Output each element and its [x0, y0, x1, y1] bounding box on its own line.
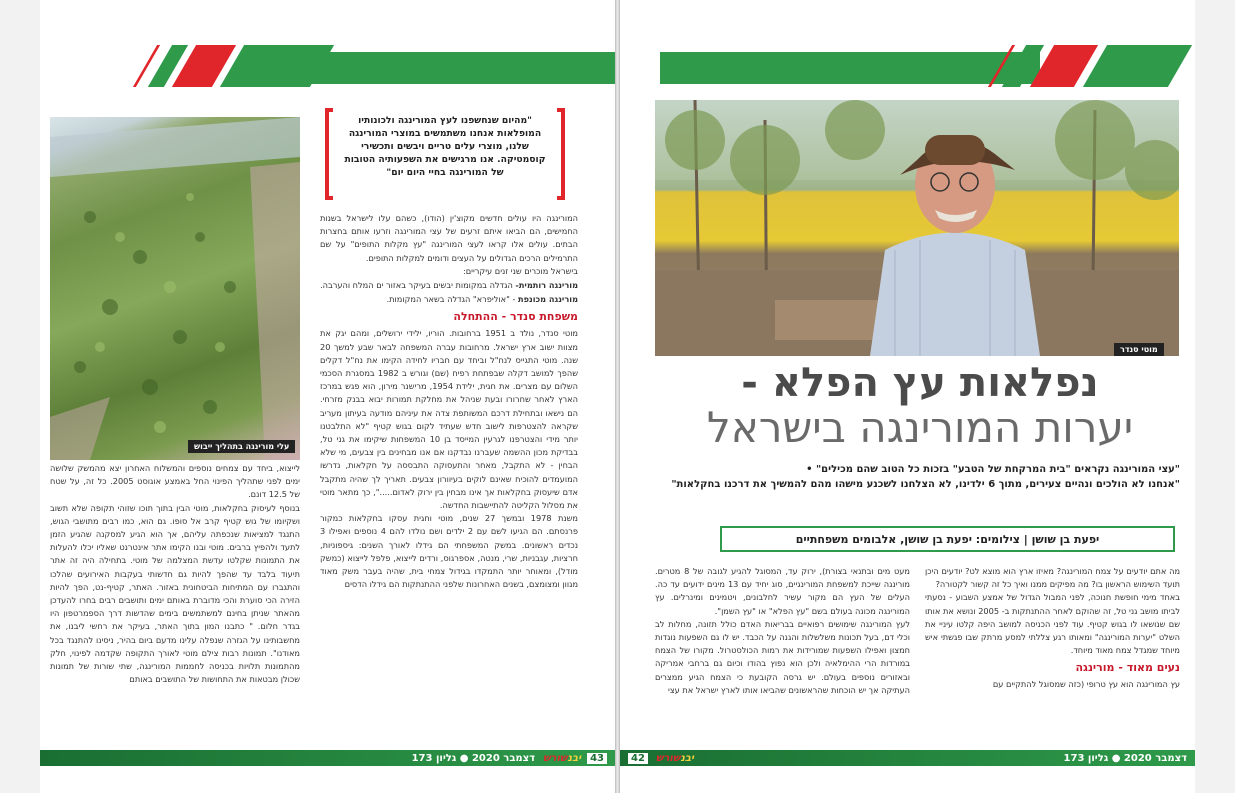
paragraph: מוטי סנדר, נולד ב 1951 ברחובות. הוריו, ילידי ירושלים, ומהם יגק את מצוות ישוב ארץ ישראל. מרחובות עברה המשפחה לבאר שבע למשך 20 שנה. מוטי התגייס לנח"ל וביחד עם חבריו לחידה הקימו את נח"ל דקלים שהפך למושב דקלה שבפתחת רפיח (שם) וגורש ב 1982 במסגרת הסכמי השלום עם מצרים. את חגית, ילידת 1954, מרישנר מירון, הוא פגש במרכז הארץ לאחר שחרורו ובעת שניהל את מחלקת תמורות יבוא בבנק מזרחי. הם נישאו ובתחילת דרכם המשותפת צדה את עיניהם מודעה בעיתון מעריב שקראה להצטרפות לישוב חדש שעתיד לקום בגוש קטיף "לא התלבטנו יותר מידי והצטרפנו לגרעין המייסד בן 10 המשפחות שיקימו את גני טל, בבדיקת מכון ההשמה שעברנו נבדקנו אם אנו מבחינים בין צבעים, מי שלא הבחין - לא התקבל, מאחר והתעסוקה התבססה על חקלאות, נדרשו המועמדים להוכיח שאינם לוקים בעיוורון צבעים. תאריך לך שהיה מתקבל אדם שיעסוק בחקלאות אך אינו מבחין בין ירוק לאדום.....", כך מתאר מוטי את מסלול הקליטה להתיישבות החדשה. משנת 1978 ובמשך 27 שנים, מוטי וחגית עסקו בחקלאות כמקור פרנסתם. הם הגיעו לשם עם 2 ילדים ושם נולדו להם 4 נוספים ואפילו 3 נכדים ראשונים. במשק המשפחתי הם גידלו לאורך השנים: גיספוניות, חרציות, עגבניות, שרי, מנטה, אספרגוס, ורדים לייצוא, פלפל לייצוא (כמשק מודל), ומאוחר יותר התמקדו בגידול צמחי בית, שהיה בעבר משק מאוד מגוון ומצומצם, בשנים האחרונות שלפני ההתנתקות הם גידלו הדסים: [320, 328, 578, 590]
farmer-photo: [655, 100, 1179, 356]
paragraph: המורינגה היו עולים חדשים מקוצ'ין (הודו), כשהם עלו לישראל בשנות החמישים, הם הביאו איתם זרעים של עצי המורינגה וזרעו אותם בחצרות הבתים. עולים אלו קראו לעצי המורינגה "עץ מקלות התופים" על שם התרמילים הרכים הגדולים על העצים ודומים למקלות התופים. בישראל מוכרים שני זנים עיקריים:: [320, 213, 578, 276]
variety-2-text: - "אוליפרא" הגדלה בשאר המקומות.: [386, 294, 519, 305]
page-footer: [40, 750, 615, 766]
variety-2: [320, 293, 578, 306]
subheading: נעים מאוד - מורינגה: [1075, 661, 1180, 675]
photo-caption: עלי מורינגה בתהליך ייבוש: [188, 440, 295, 453]
article-column-left: [50, 462, 300, 752]
quote-text: "מהיום שנחשפנו לעץ המורינגה ולכונותיו המופלאות אנחנו משתמשים במוצרי המורינגה שלנו, מוצרי עלים טריים ויבשים ותכשירי קוסמטיקה. אנו מרגישים את השפעותיה הטובות של המורינגה בחיי היום יום": [344, 115, 546, 178]
header-bar: [260, 52, 615, 84]
page-number: 43: [587, 753, 607, 764]
paragraph: מה אתם יודעים על צמח המורינגה? מאיזו ארץ הוא מוצא לט? יודעים היכן תועד השימוש הראשון בו? מה מפיקים ממנו ואיך כל זה קשור לקטורה? באחד מימי חופשת חנוכה, לפני המבול הגדול של אמצע השבוע - נסעתי לביתו מושב גני טל, זה שהוקם לאחר ההתנתקות ב- 2005 ונושא את אותו שם שנושאו לו בגוש קטיף. עוד לפני הכניסה למושב היפה קלטו עיניי את השלט "יערות המורינגה" ומאותו רגע צללתי למסע מרתק שבו פגשתי איש מיוחד שמגדל צמח מאוד מיוחד.: [925, 566, 1180, 656]
footer-issue: דצמבר 2020 ● גליון 173: [1063, 752, 1187, 764]
variety-1-text: הגדלה במקומות יבשים בעיקר באזור ים המלח והערבה.: [320, 280, 516, 291]
photo-caption: מוטי סנדר: [1114, 343, 1164, 356]
page-footer: [620, 750, 1195, 766]
article-column-middle: [320, 212, 578, 752]
left-page: [40, 0, 615, 793]
article-column-left: [655, 565, 910, 745]
paragraph: לייצוא, ביחד עם צמחים נוספים והמשלוח האחרון יצא מהמשק שלושה ימים לפני שתהליך הפינוי החל באמצע אוגוסט 2005. כל זה, על שטח של 12.5 דונם. בנוסף לעיסוק בחקלאות, מוטי הבין בתוך תוכו שזוהי תקופה שלא תשוב ושקיומו של גוש קטיף קרב אל סופו. גם הוא, כמו רבים מתושבי הגוש, התנגד למציאות שנכפתה עליהם, אך הוא הגיע למסקנה שהגיע הזמן לתעד ולהפיץ ברבים. מוטי ובנו הקימו אתר אינטרנט שאליו יכלו להעלות את התמונות שקלטו עדשת המצלמה של מוטי. בתחילה היה זה אתר תיעוד בלבד עד שהפך להיות גם חדשותי בעקבות האירועים שהלכו והתגברו עם המתיחות הביטחונית באזור. האתר, קטיף-נט, הפך להיות הזירה הכי סוערת והכי מדוברת באותם ימים ותושבים רבים בחרו להעדכן מהאתר שניתן בחינם למשתמשים בימים שהדשות דרך הספמרטפון היו בגדר חלום. " כתבנו המון בתוך האתר, בעיקר את רחשי ליבנו, את מחשבותינו על הגזרה שנפלה עלינו מדעם ביום בהיר, ניסינו להתנגד בכל מאודנו". תמונות רבות צילם מוטי לאורך התקופה שקדמה לפינוי, חלק מהתמונות תלויות בכניסה לחממות המורינגה, שתי שורות של תמונות שכולן מבטאות את התחושות של התושבים באותם: [50, 463, 300, 685]
paragraph: עץ המורינגה הוא עץ טרופי (כזה שמסוגל להתקיים עם: [992, 679, 1180, 690]
decorative-stripes: [980, 45, 1180, 87]
magazine-logo: יבנשורש: [543, 752, 582, 764]
magazine-logo: יבנשורש: [655, 752, 694, 764]
lead: [660, 462, 1180, 492]
pull-quote: [325, 108, 565, 200]
footer-issue: דצמבר 2020 ● גליון 173: [411, 752, 536, 764]
variety-2-name: מורינגה מכונפת: [518, 294, 578, 305]
variety-1: [320, 279, 578, 292]
lead-1: "עצי המורינגה נקראים "בית המרקחת של הטבע" בזכות כל הטוב שהם מכילים" •: [806, 464, 1180, 475]
title-line-1: נפלאות עץ הפלא -: [741, 360, 1099, 406]
subheading: משפחת סנדר - ההתחלה: [453, 310, 578, 324]
byline: יפעת בן שושן | צילומים: יפעת בן שושן, אלבומים משפחתיים: [720, 526, 1175, 552]
article-column-right: [925, 565, 1180, 745]
right-page: [620, 0, 1195, 793]
variety-1-name: מורינגה רותמית-: [515, 280, 578, 291]
drying-leaves-photo: [50, 117, 300, 460]
lead-2: "אנחנו לא הולכים ונהיים צעירים, מתוך 6 ילדינו, לא הצלחנו לשכנע מישהו מהם להמשיך את דרכנו בחקלאות": [671, 479, 1180, 490]
paragraph: מעט מים ובתנאי בצורת), ירוק עד, המסוגל להגיע לגובה של 8 מטרים. מורינגה שייכת למשפחת המורינגיים, סוג יחיד עם 13 מינים ידועים עד כה. העלים של העץ הם מקור עשיר לחלבונים, ויטמינים ומינרלים. עץ המורינגה מכונה בעולם בשם "עץ הפלא" או "עץ השמן". לעץ המורינגה שימושים רפואיים בבריאות האדם כולל תזונה, מחלות לב וכלי דם, בעל תכונות משלשלות והגנה על הכבד. יש לו גם השפעות נוגדות חמצון ואפילו השפעות שמורידות את רמות הכולסטרול. מקורו של הצמח במורדות הרי ההימלאיה ולכן הוא נפוץ בהודו וכיום גם ברחבי אמריקה ובאזורים נוספים בעולם. יש גרסה הקובעת כי הצמח הגיע ממצרים העתיקה אך יש הוכחות שהראשונים שהביאו אותו לארץ ישראל את עצי: [655, 566, 910, 695]
title-line-2: יערות המורינגה בישראל: [706, 403, 1134, 452]
page-number: 42: [628, 753, 648, 764]
